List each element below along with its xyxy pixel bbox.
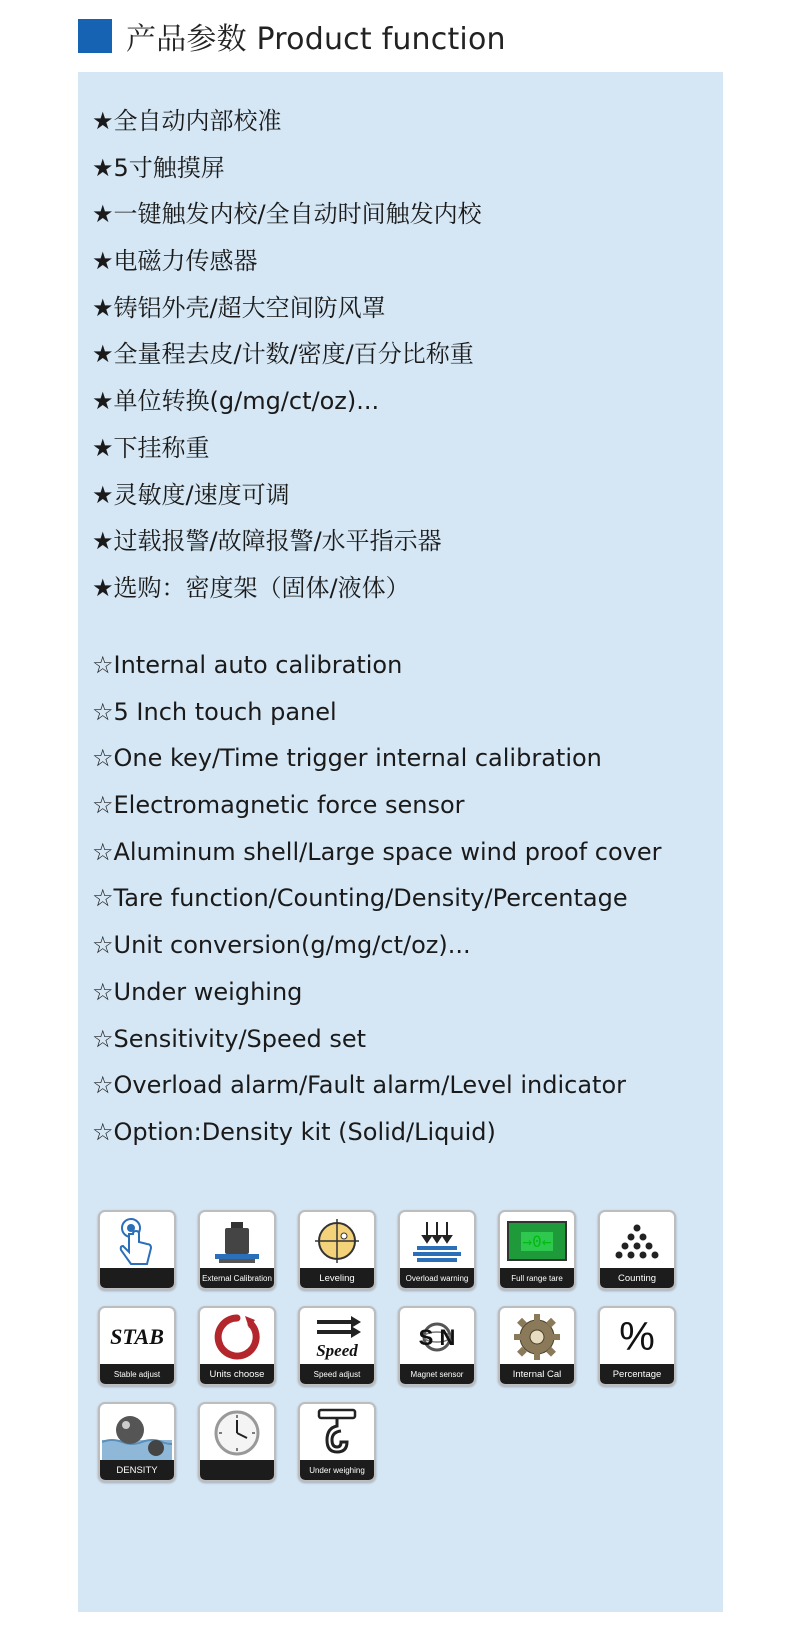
hook-icon (298, 1402, 376, 1482)
density-icon (98, 1402, 176, 1482)
feature-item: ★单位转换(g/mg/ct/oz)... (92, 387, 380, 416)
feature-item: ☆Overload alarm/Fault alarm/Level indicator (92, 1071, 626, 1100)
feature-item: ☆Aluminum shell/Large space wind proof cover (92, 837, 662, 866)
touch-icon (98, 1210, 176, 1290)
feature-panel (78, 72, 723, 1612)
feature-item: ★全量程去皮/计数/密度/百分比称重 (92, 340, 474, 369)
feature-item: ★下挂称重 (92, 433, 210, 462)
feature-item: ☆Sensitivity/Speed set (92, 1024, 367, 1053)
icon-label: Full range tare (500, 1268, 574, 1288)
icon-label (200, 1460, 274, 1480)
icon-row (98, 1306, 698, 1386)
icon-label: Overload warning (400, 1268, 474, 1288)
feature-list-english (92, 642, 661, 1156)
icon-label: Under weighing (300, 1460, 374, 1480)
magnet-text: S N (418, 1325, 456, 1350)
feature-item: ☆5 Inch touch panel (92, 697, 337, 726)
tare-display: →0← (522, 1231, 552, 1251)
icon-label: Magnet sensor (400, 1364, 474, 1384)
counting-icon (598, 1210, 676, 1290)
speed-text: Speed (316, 1341, 358, 1360)
overload-icon (398, 1210, 476, 1290)
feature-item: ☆Electromagnetic force sensor (92, 791, 465, 820)
feature-item: ★5寸触摸屏 (92, 153, 225, 182)
tare-icon (498, 1210, 576, 1290)
section-title: 产品参数 Product function (126, 22, 506, 57)
icon-label: Stable adjust (100, 1364, 174, 1384)
feature-item: ★全自动内部校准 (92, 107, 282, 135)
feature-item: ★过载报警/故障报警/水平指示器 (92, 527, 442, 556)
feature-list-chinese (92, 98, 482, 612)
icon-row (98, 1210, 698, 1290)
icon-label: Speed adjust (300, 1364, 374, 1384)
icon-label: DENSITY (100, 1460, 174, 1480)
feature-item: ☆Tare function/Counting/Density/Percentage (92, 884, 628, 913)
percentage-icon (598, 1306, 676, 1386)
icon-row (98, 1402, 398, 1482)
speed-icon (298, 1306, 376, 1386)
leveling-icon (298, 1210, 376, 1290)
feature-item: ☆Option:Density kit (Solid/Liquid) (92, 1117, 496, 1146)
calibration-weight-icon (198, 1210, 276, 1290)
feature-item: ★灵敏度/速度可调 (92, 480, 290, 509)
section-header (78, 14, 506, 58)
icon-label: Percentage (600, 1364, 674, 1384)
units-icon (198, 1306, 276, 1386)
icon-label: Internal Cal (500, 1364, 574, 1384)
feature-item: ☆One key/Time trigger internal calibration (92, 744, 602, 773)
feature-item: ★电磁力传感器 (92, 247, 258, 276)
icon-label: Leveling (300, 1268, 374, 1288)
feature-item: ★一键触发内校/全自动时间触发内校 (92, 200, 482, 229)
feature-item: ★铸铝外壳/超大空间防风罩 (92, 293, 386, 322)
gear-icon (498, 1306, 576, 1386)
magnet-sensor-icon (398, 1306, 476, 1386)
stab-icon (98, 1306, 176, 1386)
feature-item: ★选购：密度架（固体/液体） (92, 573, 410, 602)
stab-text: STAB (110, 1324, 164, 1349)
icon-label: Counting (600, 1268, 674, 1288)
clock-icon (198, 1402, 276, 1482)
feature-item: ☆Under weighing (92, 977, 303, 1006)
feature-item: ☆Unit conversion(g/mg/ct/oz)... (92, 931, 471, 960)
feature-item: ☆Internal auto calibration (92, 651, 403, 679)
icon-label (100, 1268, 174, 1288)
percent-symbol: % (619, 1314, 655, 1359)
icon-label: Units choose (200, 1364, 274, 1384)
icon-label: External Calibration (200, 1268, 274, 1288)
header-accent-square (78, 19, 112, 53)
